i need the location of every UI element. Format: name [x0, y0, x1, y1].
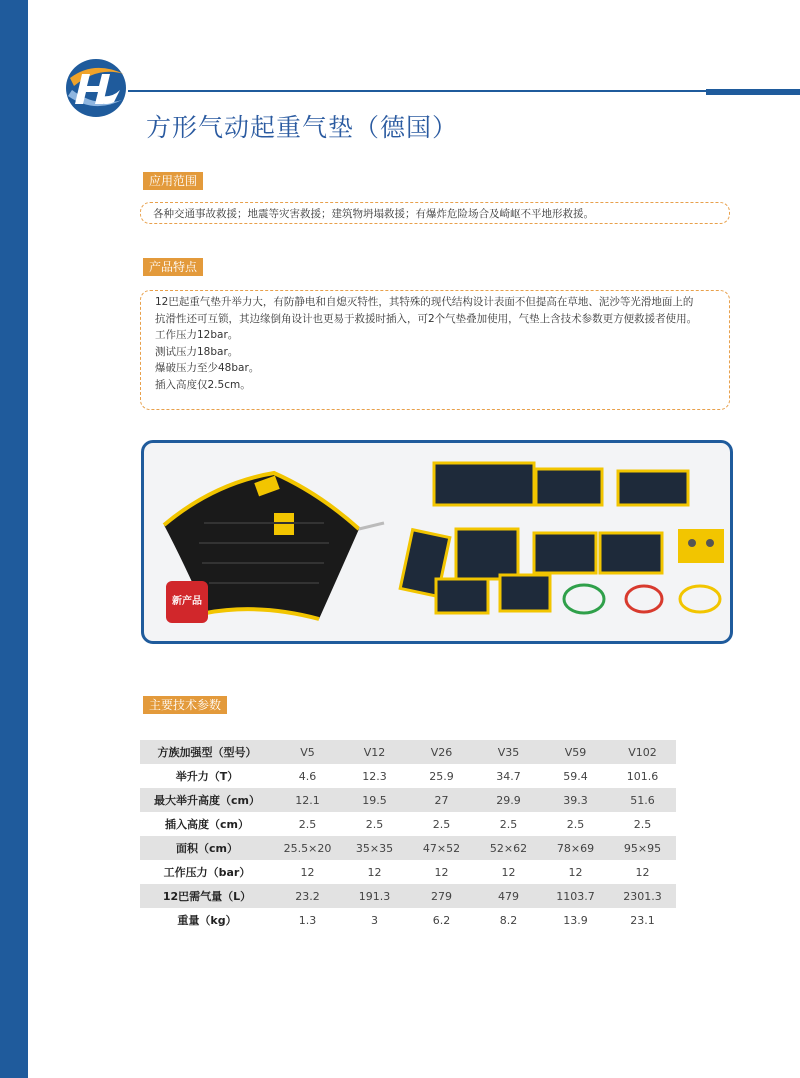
- table-row: [140, 860, 676, 884]
- table-cell: 2.5: [633, 817, 652, 831]
- row-header: 举升力（T）: [175, 770, 239, 783]
- table-cell: 6.2: [432, 913, 451, 927]
- row-header: 最大举升高度（cm）: [140, 788, 274, 812]
- features-box: [140, 290, 730, 410]
- table-cell: 12: [635, 865, 650, 879]
- table-cell: 2.5: [499, 817, 518, 831]
- table-row: [140, 884, 676, 908]
- table-cell: 12: [367, 865, 382, 879]
- feature-line: 抗滑性还可互锁，其边缘倒角设计也更易于救援时插入，可2个气垫叠加使用，气垫上含技术参数更方便救援者使用。: [155, 312, 698, 325]
- table-cell: 12: [434, 865, 449, 879]
- header-rule: [128, 90, 800, 92]
- table-cell: 29.9: [475, 788, 542, 812]
- table-cell: 2.5: [298, 817, 317, 831]
- header-rule-accent: [706, 89, 800, 95]
- table-cell: 479: [475, 884, 542, 908]
- table-cell: V5: [274, 740, 341, 764]
- table-row: [140, 836, 676, 860]
- table-cell: 2.5: [566, 817, 585, 831]
- table-cell: 19.5: [341, 788, 408, 812]
- table-row: [140, 764, 676, 788]
- table-cell: 2.5: [432, 817, 451, 831]
- spec-table: [140, 740, 676, 932]
- table-cell: 1103.7: [542, 884, 609, 908]
- feature-line: 12巴起重气垫升举力大，有防静电和自熄灭特性，其特殊的现代结构设计表面不但提高在草地、泥沙等光滑地面上的: [155, 296, 694, 308]
- row-header: 工作压力（bar）: [163, 866, 251, 879]
- row-header: 插入高度（cm）: [165, 818, 249, 831]
- product-photo: [141, 440, 733, 644]
- section-label-features: 产品特点: [143, 258, 203, 276]
- table-cell: 27: [408, 788, 475, 812]
- table-cell: 52×62: [475, 836, 542, 860]
- table-cell: 12: [568, 865, 583, 879]
- application-box: [140, 202, 730, 224]
- table-cell: 12.3: [362, 769, 387, 783]
- table-cell: 51.6: [609, 788, 676, 812]
- table-cell: 13.9: [563, 913, 588, 927]
- table-cell: 4.6: [298, 769, 317, 783]
- table-cell: V12: [341, 740, 408, 764]
- table-cell: 23.2: [274, 884, 341, 908]
- table-cell: 12: [501, 865, 516, 879]
- page-title: 方形气动起重气垫（德国）: [146, 113, 459, 142]
- table-cell: V35: [475, 740, 542, 764]
- table-cell: 39.3: [542, 788, 609, 812]
- table-cell: V26: [408, 740, 475, 764]
- row-header: 12巴需气量（L）: [140, 884, 274, 908]
- table-cell: 78×69: [542, 836, 609, 860]
- table-row: [140, 740, 676, 764]
- product-illustration: [144, 443, 730, 641]
- application-text: 各种交通事故救援；地震等灾害救援；建筑物坍塌救援；有爆炸危险场合及崎岖不平地形救援。: [153, 208, 594, 220]
- company-logo: [64, 56, 128, 120]
- row-header: 重量（kg）: [177, 914, 237, 927]
- table-cell: V59: [542, 740, 609, 764]
- table-cell: 47×52: [408, 836, 475, 860]
- table-cell: 1.3: [298, 913, 317, 927]
- table-cell: 2.5: [365, 817, 384, 831]
- table-cell: 8.2: [499, 913, 518, 927]
- table-cell: 59.4: [563, 769, 588, 783]
- sidebar-stripe: [0, 0, 28, 1078]
- table-cell: 101.6: [626, 769, 659, 783]
- row-header: 方族加强型（型号）: [140, 740, 274, 764]
- table-cell: 12: [300, 865, 315, 879]
- row-header: 面积（cm）: [140, 836, 274, 860]
- feature-line: 爆破压力至少48bar。: [155, 362, 260, 374]
- section-label-application: 应用范围: [143, 172, 203, 190]
- table-row: [140, 908, 676, 932]
- feature-line: 插入高度仅2.5cm。: [155, 378, 251, 391]
- table-cell: 95×95: [609, 836, 676, 860]
- new-product-badge: 新产品: [166, 581, 208, 623]
- table-cell: 35×35: [341, 836, 408, 860]
- table-cell: 25.9: [429, 769, 454, 783]
- table-cell: 3: [371, 913, 378, 927]
- table-cell: 2301.3: [609, 884, 676, 908]
- table-cell: 12.1: [274, 788, 341, 812]
- feature-line: 工作压力12bar。: [155, 329, 239, 341]
- table-row: [140, 812, 676, 836]
- feature-line: 测试压力18bar。: [155, 345, 239, 358]
- section-label-specs: 主要技术参数: [143, 696, 227, 714]
- table-cell: 191.3: [341, 884, 408, 908]
- table-cell: V102: [609, 740, 676, 764]
- table-row: [140, 788, 676, 812]
- table-cell: 23.1: [630, 913, 655, 927]
- table-cell: 25.5×20: [274, 836, 341, 860]
- table-cell: 34.7: [496, 769, 521, 783]
- table-cell: 279: [408, 884, 475, 908]
